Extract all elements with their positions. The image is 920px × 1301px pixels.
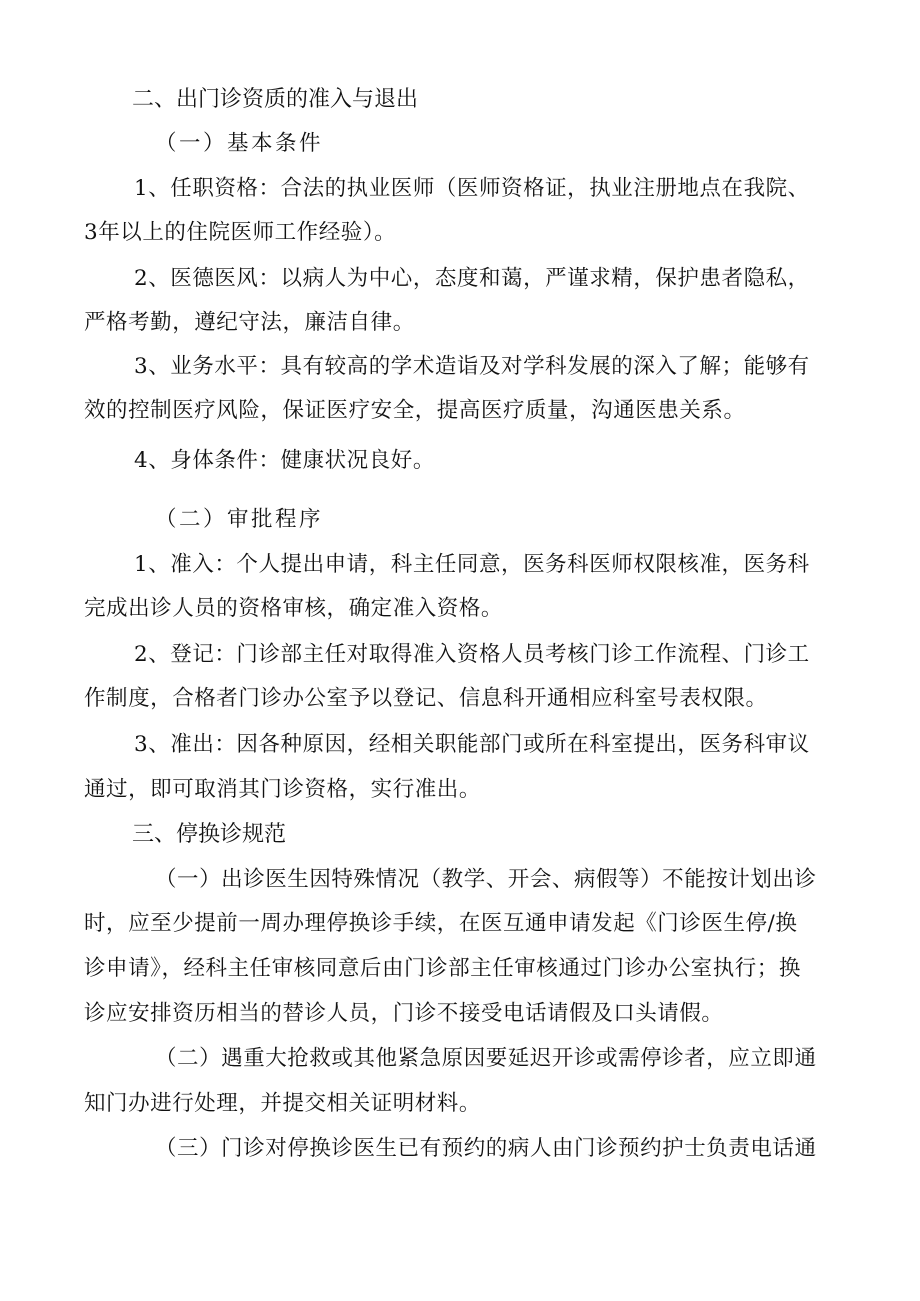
- stop-change-paragraph-2-line-1: （二）遇重大抢救或其他紧急原因要延迟开诊或需停诊者，应立即通: [155, 1046, 817, 1071]
- exit-item-line-1: 3、准出：因各种原因，经相关职能部门或所在科室提出，医务科审议: [134, 732, 810, 757]
- admission-item-line-2: 完成出诊人员的资格审核，确定准入资格。: [84, 596, 503, 621]
- qualification-item-line-1: 1、任职资格：合法的执业医师（医师资格证，执业注册地点在我院、: [134, 176, 810, 201]
- section-3-heading: 三、停换诊规范: [132, 822, 287, 847]
- qualification-item-line-2: 3年以上的住院医师工作经验）。: [84, 220, 397, 245]
- health-item-line-1: 4、身体条件：健康状况良好。: [134, 448, 435, 473]
- stop-change-paragraph-1-line-2: 时，应至少提前一周办理停换诊手续，在医互通申请发起《门诊医生停/换: [84, 911, 798, 936]
- ethics-item-line-1: 2、医德医风：以病人为中心，态度和蔼，严谨求精，保护患者隐私，: [134, 266, 810, 291]
- admission-item-line-1: 1、准入：个人提出申请，科主任同意，医务科医师权限核准，医务科: [134, 552, 810, 577]
- registration-item-line-2: 作制度，合格者门诊办公室予以登记、信息科开通相应科室号表权限。: [84, 686, 768, 711]
- stop-change-paragraph-1-line-3: 诊申请》，经科主任审核同意后由门诊部主任审核通过门诊办公室执行；换: [84, 956, 801, 981]
- stop-change-paragraph-1-line-1: （一）出诊医生因特殊情况（教学、开会、病假等）不能按计划出诊: [155, 867, 817, 892]
- registration-item-line-1: 2、登记：门诊部主任对取得准入资格人员考核门诊工作流程、门诊工: [134, 642, 810, 667]
- stop-change-paragraph-2-line-2: 知门办进行处理，并提交相关证明材料。: [84, 1091, 481, 1116]
- section-2-heading: 二、出门诊资质的准入与退出: [132, 87, 419, 112]
- professional-level-item-line-1: 3、业务水平：具有较高的学术造诣及对学科发展的深入了解；能够有: [134, 354, 810, 379]
- professional-level-item-line-2: 效的控制医疗风险，保证医疗安全，提高医疗质量，沟通医患关系。: [84, 398, 746, 423]
- exit-item-line-2: 通过，即可取消其门诊资格，实行准出。: [84, 777, 481, 802]
- subsection-approval-procedure-title: （二）审批程序: [155, 507, 324, 532]
- ethics-item-line-2: 严格考勤，遵纪守法，廉洁自律。: [84, 310, 415, 335]
- stop-change-paragraph-3-line-1: （三）门诊对停换诊医生已有预约的病人由门诊预约护士负责电话通: [155, 1136, 817, 1161]
- subsection-basic-conditions-title: （一）基本条件: [155, 131, 324, 156]
- stop-change-paragraph-1-line-4: 诊应安排资历相当的替诊人员，门诊不接受电话请假及口头请假。: [84, 1001, 724, 1026]
